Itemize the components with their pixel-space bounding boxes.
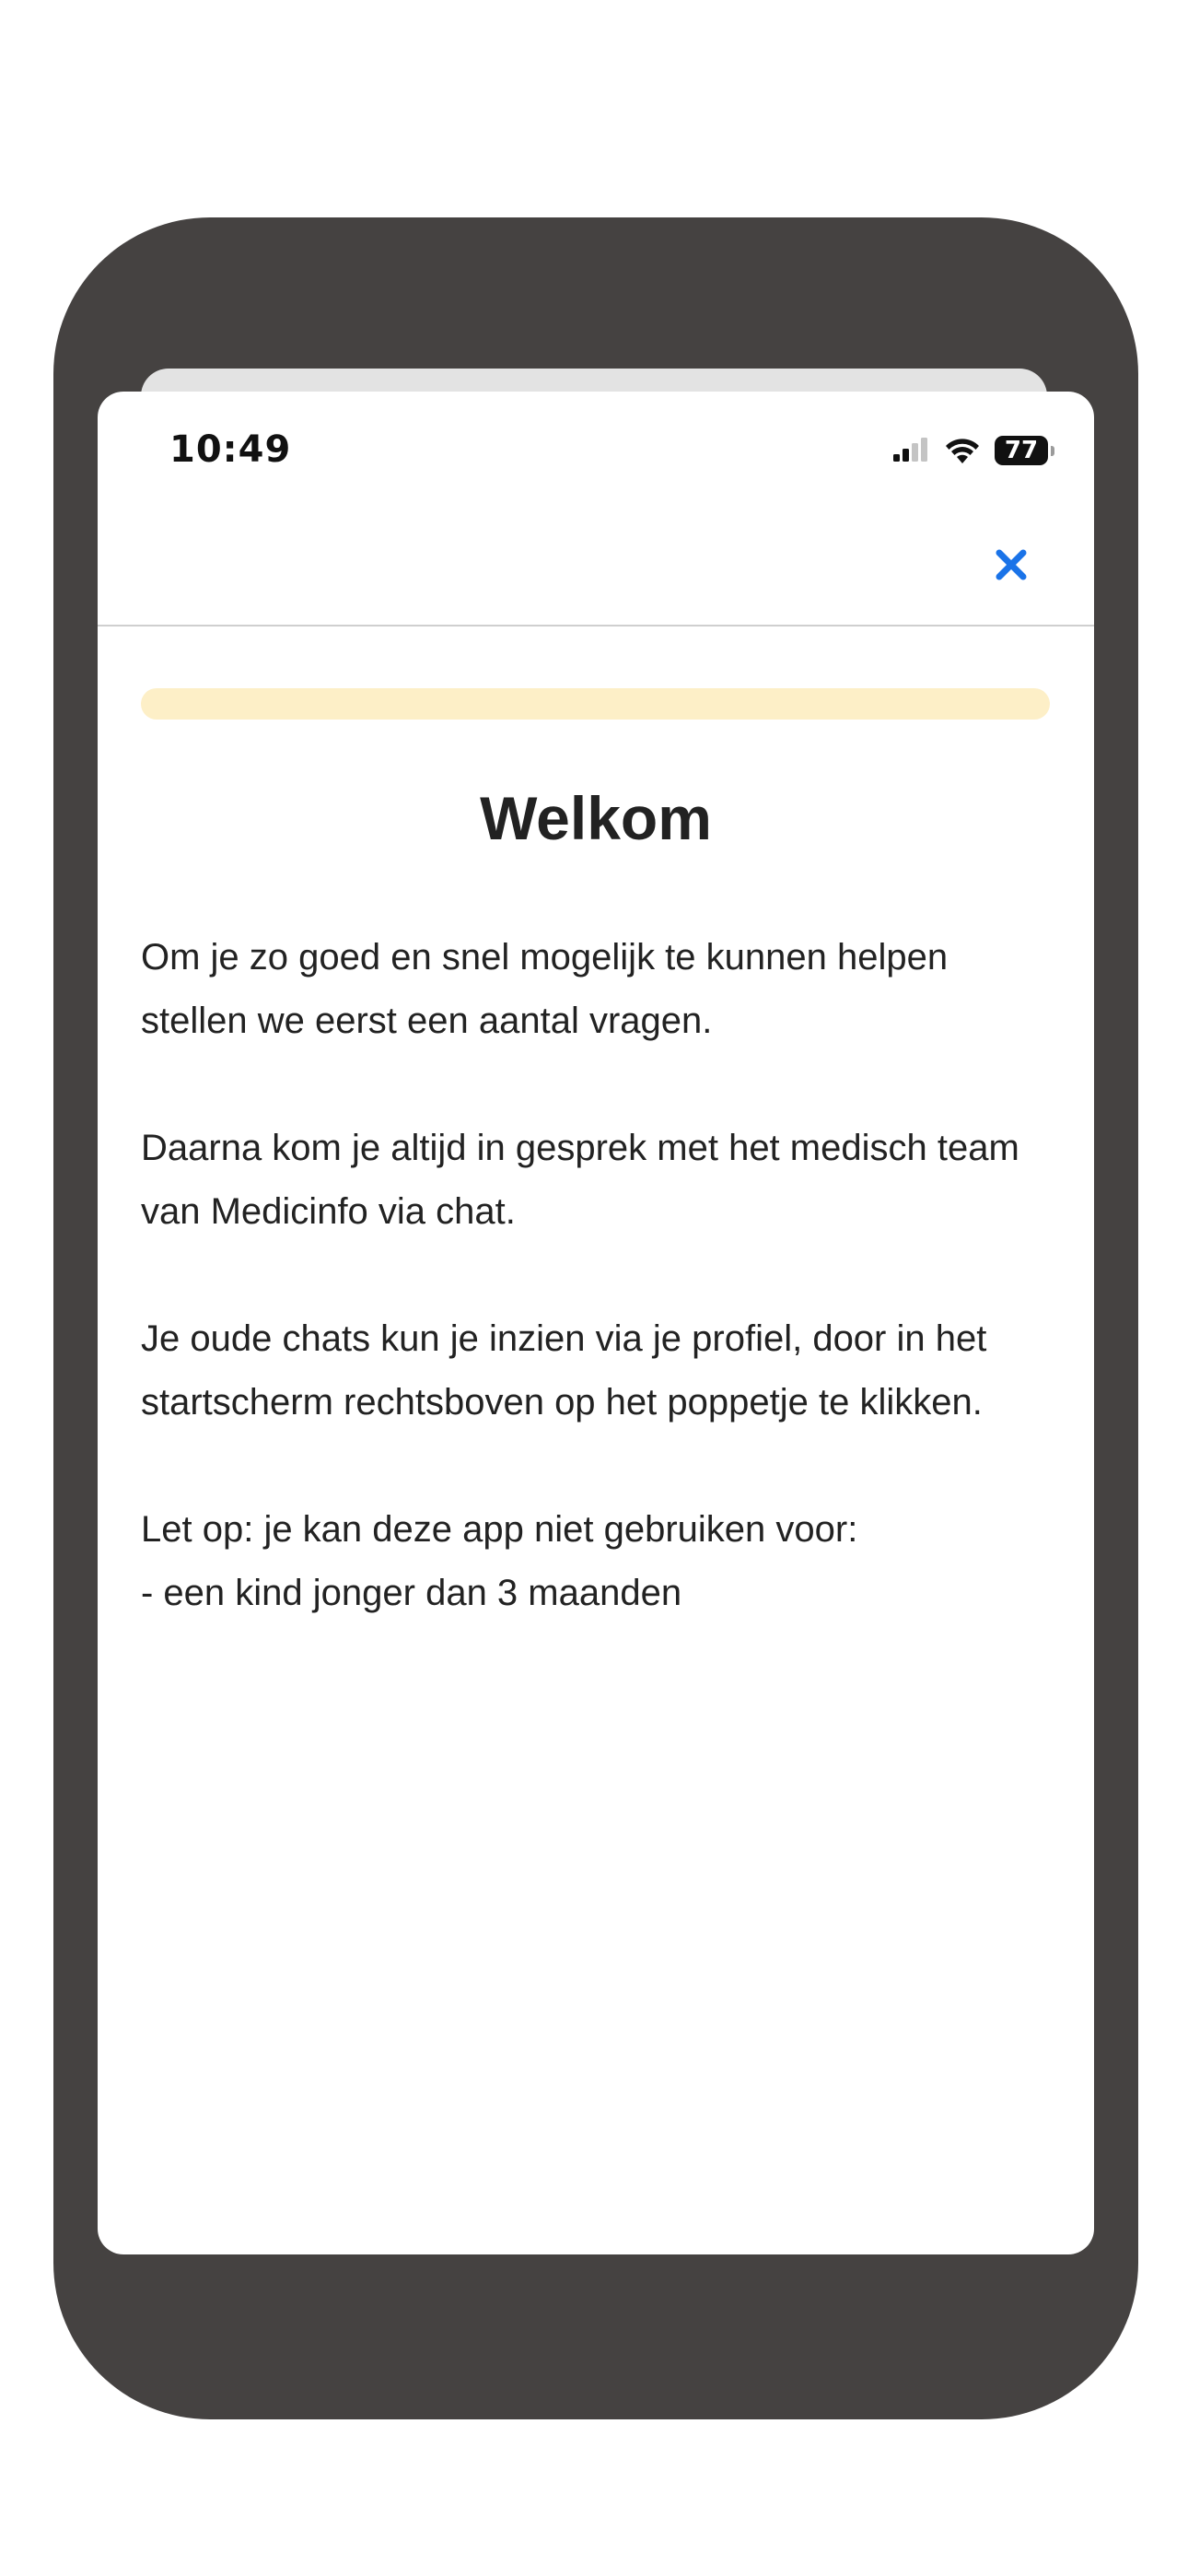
warning-note <box>141 1498 1053 1625</box>
warning-note-item: - een kind jonger dan 3 maanden <box>141 1573 682 1613</box>
status-bar <box>98 392 1094 502</box>
close-icon <box>995 548 1028 581</box>
intro-paragraph: Om je zo goed en snel mogelijk te kunnen helpen stellen we eerst een aantal vragen. <box>141 937 949 1041</box>
chat-paragraph: Daarna kom je altijd in gesprek met het medisch team van Medicinfo via chat. <box>141 1128 1019 1232</box>
battery-level: 77 <box>1004 437 1039 464</box>
modal-header <box>98 502 1094 626</box>
cellular-signal-icon <box>893 436 930 465</box>
status-time: 10:49 <box>169 428 292 471</box>
close-button[interactable] <box>984 537 1039 592</box>
page-title: Welkom <box>480 784 712 852</box>
warning-note-line: Let op: je kan deze app niet gebruiken voor: <box>141 1509 858 1550</box>
battery-icon <box>995 436 1048 465</box>
profile-paragraph: Je oude chats kun je inzien via je profiel, door in het startscherm rechtsboven op het poppetje te klikken. <box>141 1318 987 1423</box>
progress-bar <box>141 688 1050 720</box>
welcome-content <box>141 926 1053 1625</box>
modal-screen <box>98 392 1094 2254</box>
status-icons <box>893 432 1048 469</box>
wifi-icon <box>943 436 982 465</box>
battery-cap <box>1051 446 1054 456</box>
